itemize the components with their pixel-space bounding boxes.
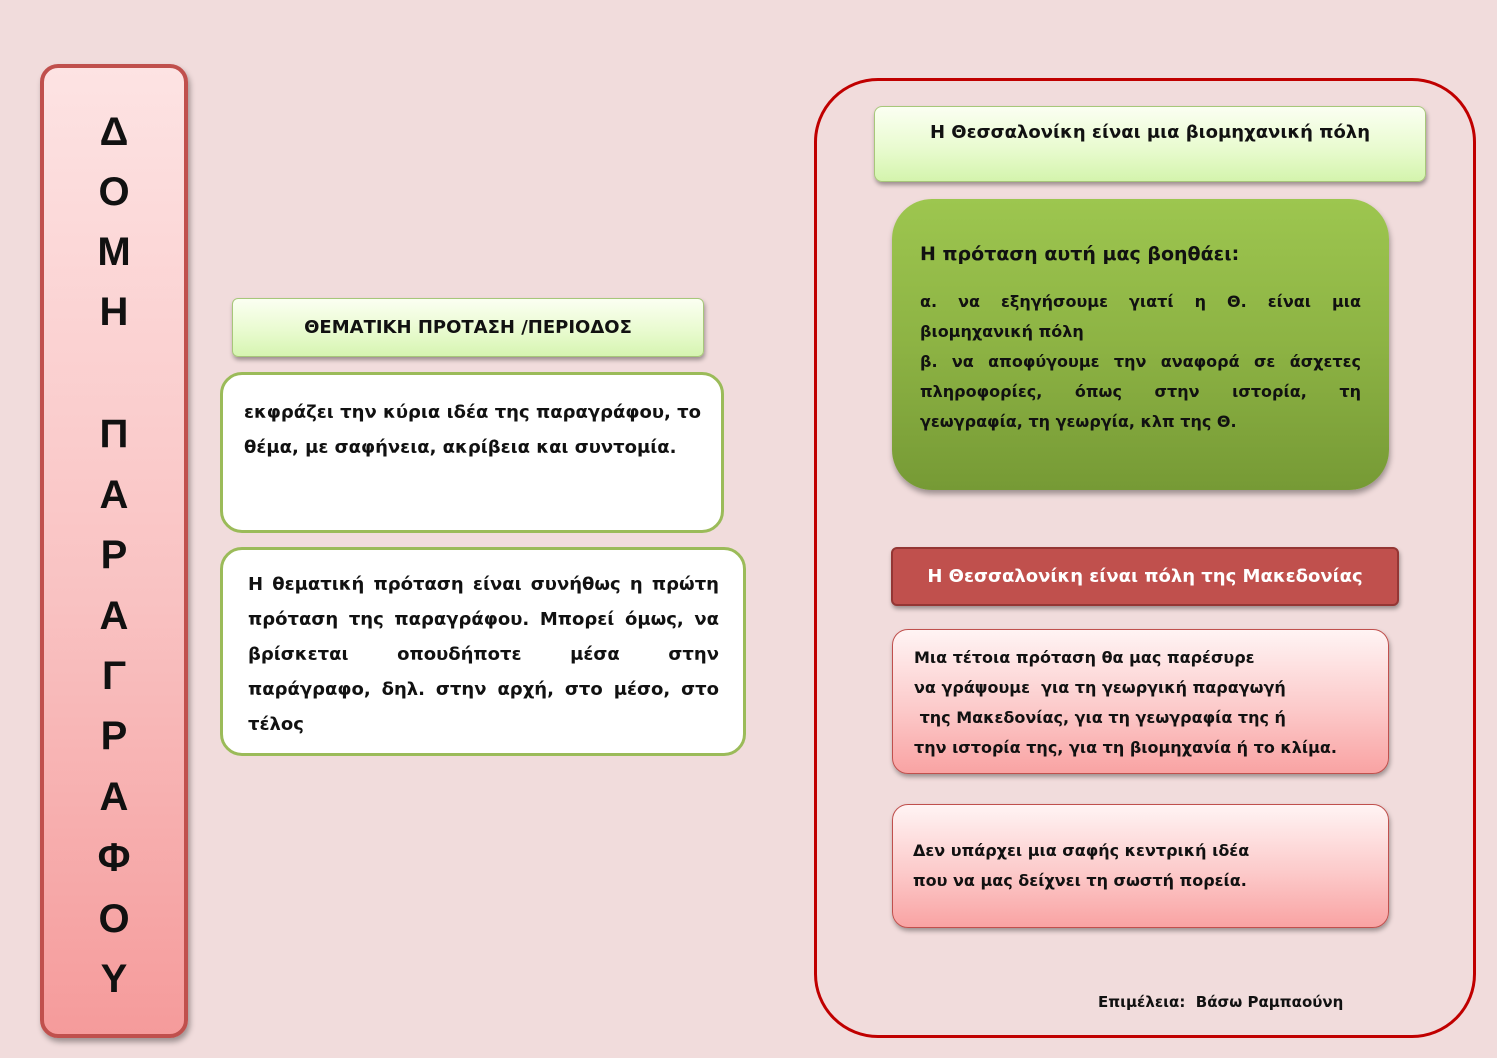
title-letter: Π: [99, 412, 129, 456]
bad-example-sentence: Η Θεσσαλονίκη είναι πόλη της Μακεδονίας: [891, 547, 1399, 606]
good-example-sentence: Η Θεσσαλονίκη είναι μια βιομηχανική πόλη: [874, 106, 1426, 182]
title-letter: Μ: [97, 230, 131, 274]
title-letter: Ρ: [100, 533, 128, 577]
position-text: Η θεματική πρόταση είναι συνήθως η πρώτη πρόταση της παραγράφου. Μπορεί όμως, να βρίσκεται οπουδήποτε μέσα στην παράγραφο, δηλ. στην αρχή, στο μέσο, στο τέλος: [248, 574, 719, 735]
good-example-title: Η πρόταση αυτή μας βοηθάει:: [920, 243, 1240, 265]
title-letter: Η: [99, 290, 129, 334]
explanation-line: να γράψουμε για τη γεωργική παραγωγή: [914, 678, 1286, 697]
title-letter: Δ: [99, 110, 129, 154]
conclusion-line: Δεν υπάρχει μια σαφής κεντρική ιδέα: [913, 841, 1250, 860]
bad-example-explanation: [892, 629, 1389, 774]
vertical-title-bar: [40, 64, 188, 1038]
explanation-line: την ιστορία της, για τη βιομηχανία ή το κλίμα.: [914, 738, 1337, 757]
position-box: [220, 547, 746, 756]
definition-text: εκφράζει την κύρια ιδέα της παραγράφου, το θέμα, με σαφήνεια, ακρίβεια και συντομία.: [244, 402, 701, 458]
title-letter: Α: [99, 473, 129, 517]
title-letter: Φ: [97, 836, 131, 880]
explanation-line: Μια τέτοια πρόταση θα μας παρέσυρε: [914, 648, 1255, 667]
explanation-line: της Μακεδονίας, για τη γεωγραφία της ή: [914, 708, 1286, 727]
title-letter: Υ: [100, 957, 128, 1001]
good-example-explanation: [892, 199, 1389, 490]
title-letter: Α: [99, 594, 129, 638]
thematic-sentence-header: ΘΕΜΑΤΙΚΗ ΠΡΟΤΑΣΗ /ΠΕΡΙΟΔΟΣ: [232, 298, 704, 357]
conclusion-line: που να μας δείχνει τη σωστή πορεία.: [913, 871, 1247, 890]
good-example-item-a: α. να εξηγήσουμε γιατί η Θ. είναι μια βιομηχανική πόλη: [920, 292, 1361, 341]
title-letter: Γ: [101, 654, 127, 698]
bad-example-conclusion: [892, 804, 1389, 928]
title-letter: Ο: [98, 897, 130, 941]
author-credit: Επιμέλεια: Βάσω Ραμπαούνη: [1098, 993, 1344, 1011]
title-letter: Α: [99, 775, 129, 819]
definition-box: [220, 372, 724, 533]
good-example-item-b: β. να αποφύγουμε την αναφορά σε άσχετες πληροφορίες, όπως στην ιστορία, τη γεωγραφία, τη γεωργία, κλπ της Θ.: [920, 352, 1361, 431]
title-letter: Ρ: [100, 714, 128, 758]
title-letter: Ο: [98, 170, 130, 214]
